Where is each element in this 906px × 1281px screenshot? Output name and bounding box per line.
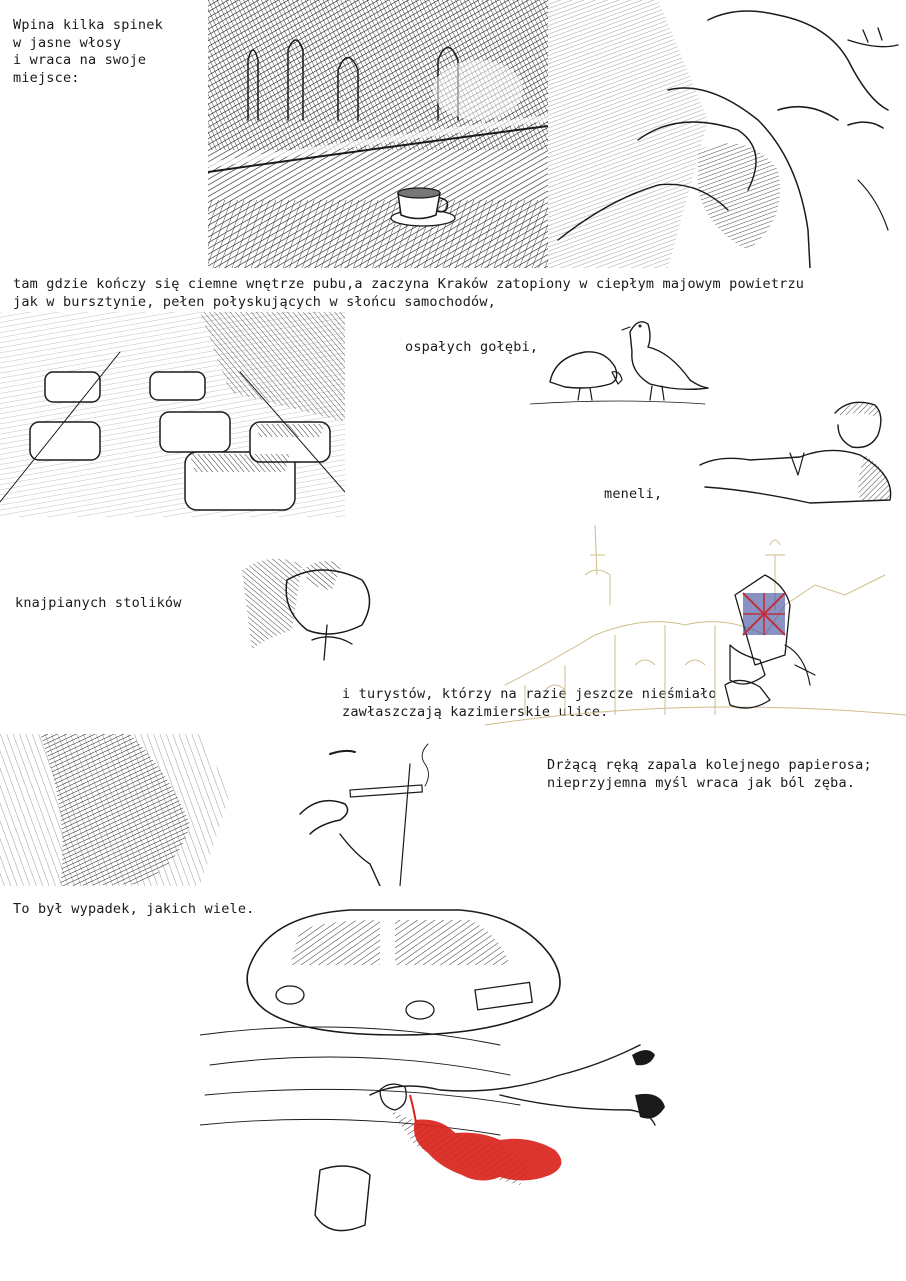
- pigeons-panel: [530, 312, 710, 410]
- accident-panel: [200, 895, 800, 1281]
- caption-tables: knajpianych stolików: [15, 595, 182, 611]
- car-icon: [247, 910, 560, 1035]
- tourists-panel: [485, 515, 906, 740]
- caption-cigarette: Drżącą ręką zapala kolejnego papierosa; nieprzyjemna myśl wraca jak ból zęba.: [547, 757, 872, 791]
- caption-pub-krakow: tam gdzie kończy się ciemne wnętrze pubu,a zaczyna Kraków zatopiony w ciepłym majowym powietrzu jak w bursztynie, pełen połyskujących w słońcu samochodów,: [13, 276, 805, 310]
- caption-accident: To był wypadek, jakich wiele.: [13, 901, 255, 917]
- cigarette-icon: [350, 744, 429, 797]
- caption-pigeons: ospałych gołębi,: [405, 339, 539, 355]
- pigeon-icon: [622, 322, 708, 400]
- pub-interior-panel: [208, 0, 548, 268]
- street-cars-panel: [0, 312, 345, 517]
- cafe-tables-panel: [212, 540, 382, 665]
- blood-stain: [414, 1120, 562, 1181]
- pigeon-icon: [550, 352, 622, 400]
- union-jack-icon: [743, 593, 785, 635]
- caption-bums: meneli,: [604, 486, 663, 502]
- smoking-panel: [0, 734, 465, 886]
- tourist-figure: [725, 575, 815, 708]
- woman-hair-panel: [548, 0, 906, 268]
- caption-intro: Wpina kilka spinek w jasne włosy i wraca na swoje miejsce:: [13, 17, 163, 86]
- bum-panel: [690, 395, 906, 517]
- caption-tourists: i turystów, którzy na razie jeszcze nieśmiało zawłaszczają kazimierskie ulice.: [342, 686, 717, 720]
